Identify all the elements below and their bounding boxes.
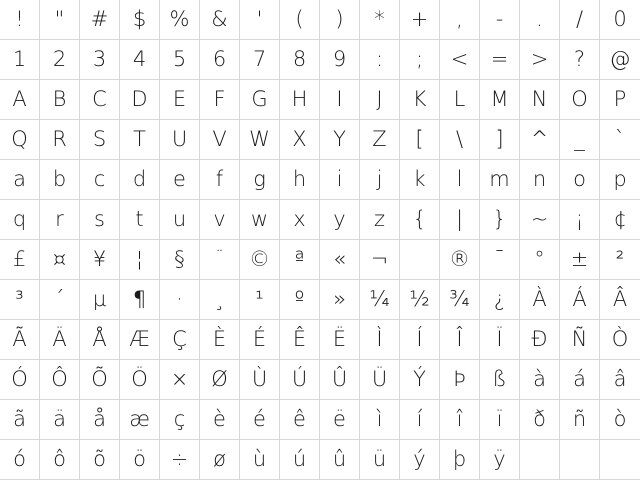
glyph-cell[interactable]: ¤ — [40, 240, 80, 280]
glyph-cell[interactable]: o — [560, 160, 600, 200]
glyph-cell[interactable]: x — [280, 200, 320, 240]
glyph-cell[interactable]: s — [80, 200, 120, 240]
glyph-cell[interactable]: f — [200, 160, 240, 200]
glyph-cell[interactable]: | — [440, 200, 480, 240]
glyph-cell[interactable]: è — [200, 400, 240, 440]
glyph-cell[interactable]: . — [520, 0, 560, 40]
glyph-cell[interactable]: ¸ — [200, 280, 240, 320]
glyph-cell[interactable]: ¡ — [560, 200, 600, 240]
glyph-cell[interactable]: ñ — [560, 400, 600, 440]
glyph-cell[interactable]: M — [480, 80, 520, 120]
glyph-cell[interactable]: ? — [560, 40, 600, 80]
glyph-cell[interactable]: H — [280, 80, 320, 120]
glyph-cell[interactable]: q — [0, 200, 40, 240]
glyph-cell[interactable]: l — [440, 160, 480, 200]
glyph-cell[interactable]: Ç — [160, 320, 200, 360]
glyph-cell[interactable]: » — [320, 280, 360, 320]
glyph-cell[interactable]: Ë — [320, 320, 360, 360]
glyph-cell[interactable]: ® — [440, 240, 480, 280]
glyph-cell[interactable]: ÿ — [480, 440, 520, 480]
glyph-cell[interactable]: é — [240, 400, 280, 440]
glyph-cell-empty — [560, 440, 600, 480]
glyph-cell[interactable]: 9 — [320, 40, 360, 80]
glyph-cell[interactable]: ð — [520, 400, 560, 440]
glyph-cell[interactable]: Ö — [120, 360, 160, 400]
glyph-cell[interactable]: y — [320, 200, 360, 240]
glyph-cell[interactable]: C — [80, 80, 120, 120]
glyph-cell[interactable]: Õ — [80, 360, 120, 400]
glyph-cell[interactable]: ì — [360, 400, 400, 440]
glyph-cell[interactable]: * — [360, 0, 400, 40]
glyph-cell[interactable]: ¦ — [120, 240, 160, 280]
glyph-cell[interactable]: ø — [200, 440, 240, 480]
glyph-cell[interactable]: ë — [320, 400, 360, 440]
glyph-cell-empty — [520, 440, 560, 480]
glyph-cell[interactable]: Ì — [360, 320, 400, 360]
glyph-cell[interactable]: 5 — [160, 40, 200, 80]
glyph-cell[interactable]: P — [600, 80, 640, 120]
glyph-cell[interactable]: [ — [400, 120, 440, 160]
glyph-cell[interactable]: ¨ — [200, 240, 240, 280]
glyph-cell[interactable]: > — [520, 40, 560, 80]
glyph-cell[interactable]: p — [600, 160, 640, 200]
glyph-cell[interactable]: Ò — [600, 320, 640, 360]
glyph-cell[interactable]: 4 — [120, 40, 160, 80]
glyph-cell[interactable]: à — [520, 360, 560, 400]
glyph-cell[interactable]: ô — [40, 440, 80, 480]
glyph-cell[interactable]: S — [80, 120, 120, 160]
glyph-cell[interactable]: ù — [240, 440, 280, 480]
glyph-cell[interactable]: t — [120, 200, 160, 240]
glyph-cell[interactable]: Ø — [200, 360, 240, 400]
glyph-cell[interactable]: d — [120, 160, 160, 200]
glyph-cell[interactable]: T — [120, 120, 160, 160]
glyph-cell[interactable]: ¿ — [480, 280, 520, 320]
glyph-cell[interactable]: ê — [280, 400, 320, 440]
glyph-cell[interactable]: u — [160, 200, 200, 240]
glyph-cell[interactable]: b — [40, 160, 80, 200]
glyph-cell[interactable]: ° — [520, 240, 560, 280]
glyph-cell[interactable]: % — [160, 0, 200, 40]
glyph-cell[interactable]: ^ — [520, 120, 560, 160]
glyph-cell[interactable]: ½ — [400, 280, 440, 320]
glyph-cell[interactable]: ( — [280, 0, 320, 40]
glyph-cell[interactable]: º — [280, 280, 320, 320]
glyph-cell[interactable]: z — [360, 200, 400, 240]
glyph-cell[interactable]: < — [440, 40, 480, 80]
glyph-cell[interactable]: ` — [600, 120, 640, 160]
glyph-cell[interactable]: } — [480, 200, 520, 240]
glyph-cell[interactable]: ã — [0, 400, 40, 440]
glyph-cell[interactable]: : — [360, 40, 400, 80]
glyph-cell[interactable]: § — [160, 240, 200, 280]
glyph-cell[interactable]: A — [0, 80, 40, 120]
glyph-cell[interactable]: Ý — [400, 360, 440, 400]
glyph-cell[interactable]: ! — [0, 0, 40, 40]
glyph-cell[interactable]: ú — [280, 440, 320, 480]
glyph-cell[interactable]: r — [40, 200, 80, 240]
glyph-cell[interactable]: _ — [560, 120, 600, 160]
glyph-cell[interactable]: & — [200, 0, 240, 40]
glyph-cell[interactable]: ó — [0, 440, 40, 480]
glyph-cell[interactable]: ä — [40, 400, 80, 440]
glyph-cell[interactable]: Ñ — [560, 320, 600, 360]
glyph-cell[interactable]: × — [160, 360, 200, 400]
glyph-cell[interactable]: ; — [400, 40, 440, 80]
glyph-cell[interactable]: Â — [600, 280, 640, 320]
glyph-cell[interactable]: Ï — [480, 320, 520, 360]
glyph-cell[interactable]: W — [240, 120, 280, 160]
glyph-cell[interactable]: æ — [120, 400, 160, 440]
glyph-cell[interactable]: E — [160, 80, 200, 120]
glyph-cell[interactable]: Ü — [360, 360, 400, 400]
glyph-cell[interactable]: Æ — [120, 320, 160, 360]
glyph-cell[interactable]: ] — [480, 120, 520, 160]
glyph-cell[interactable]: ÷ — [160, 440, 200, 480]
glyph-cell[interactable]: Ä — [40, 320, 80, 360]
glyph-cell[interactable]: ² — [600, 240, 640, 280]
glyph-cell[interactable]: Å — [80, 320, 120, 360]
glyph-cell[interactable]: î — [440, 400, 480, 440]
glyph-cell[interactable]: ¶ — [120, 280, 160, 320]
glyph-cell[interactable]: j — [360, 160, 400, 200]
glyph-cell[interactable]: ' — [240, 0, 280, 40]
glyph-cell[interactable]: I — [320, 80, 360, 120]
glyph-cell[interactable]: Á — [560, 280, 600, 320]
glyph-cell[interactable]: © — [240, 240, 280, 280]
glyph-cell[interactable]: ± — [560, 240, 600, 280]
glyph-cell[interactable]: @ — [600, 40, 640, 80]
glyph-cell[interactable]: Í — [400, 320, 440, 360]
glyph-cell[interactable]: ¾ — [440, 280, 480, 320]
glyph-cell[interactable]: ª — [280, 240, 320, 280]
glyph-cell[interactable]: O — [560, 80, 600, 120]
glyph-cell[interactable]: " — [40, 0, 80, 40]
glyph-cell[interactable]: V — [200, 120, 240, 160]
glyph-cell[interactable]: g — [240, 160, 280, 200]
glyph-cell[interactable]: k — [400, 160, 440, 200]
glyph-cell[interactable]: ç — [160, 400, 200, 440]
glyph-cell[interactable]: ï — [480, 400, 520, 440]
glyph-cell[interactable]: Z — [360, 120, 400, 160]
glyph-cell[interactable]: « — [320, 240, 360, 280]
glyph-cell[interactable]: ) — [320, 0, 360, 40]
glyph-cell[interactable]: Y — [320, 120, 360, 160]
glyph-cell[interactable]: Þ — [440, 360, 480, 400]
glyph-cell[interactable]: û — [320, 440, 360, 480]
glyph-cell[interactable]: ¯ — [480, 240, 520, 280]
glyph-cell[interactable]: ü — [360, 440, 400, 480]
glyph-cell[interactable]: c — [80, 160, 120, 200]
glyph-cell[interactable]: Ú — [280, 360, 320, 400]
glyph-cell[interactable]: á — [560, 360, 600, 400]
glyph-cell[interactable]: Ê — [280, 320, 320, 360]
glyph-cell[interactable]: 6 — [200, 40, 240, 80]
glyph-cell[interactable]: N — [520, 80, 560, 120]
glyph-cell[interactable]: $ — [120, 0, 160, 40]
glyph-cell[interactable]: w — [240, 200, 280, 240]
glyph-cell[interactable]: i — [320, 160, 360, 200]
glyph-cell[interactable]: K — [400, 80, 440, 120]
glyph-cell[interactable]: ö — [120, 440, 160, 480]
glyph-cell[interactable]: X — [280, 120, 320, 160]
glyph-cell-empty — [600, 440, 640, 480]
glyph-cell[interactable]: G — [240, 80, 280, 120]
glyph-cell[interactable]: ò — [600, 400, 640, 440]
glyph-cell[interactable]: J — [360, 80, 400, 120]
glyph-cell[interactable]: É — [240, 320, 280, 360]
glyph-cell[interactable]: ¹ — [240, 280, 280, 320]
glyph-cell[interactable]: Ð — [520, 320, 560, 360]
glyph-cell[interactable]: 7 — [240, 40, 280, 80]
glyph-cell[interactable]: L — [440, 80, 480, 120]
glyph-cell[interactable]: a — [0, 160, 40, 200]
glyph-cell[interactable]: / — [560, 0, 600, 40]
glyph-cell[interactable]: + — [400, 0, 440, 40]
glyph-cell[interactable]: þ — [440, 440, 480, 480]
glyph-cell[interactable]: \ — [440, 120, 480, 160]
glyph-cell[interactable]: e — [160, 160, 200, 200]
glyph-cell[interactable]: 2 — [40, 40, 80, 80]
glyph-cell[interactable]: 3 — [80, 40, 120, 80]
glyph-cell[interactable]: ~ — [520, 200, 560, 240]
glyph-cell[interactable]: , — [440, 0, 480, 40]
glyph-cell[interactable]: å — [80, 400, 120, 440]
glyph-cell[interactable]: Û — [320, 360, 360, 400]
glyph-cell[interactable]: · — [160, 280, 200, 320]
glyph-cell[interactable]: { — [400, 200, 440, 240]
glyph-cell[interactable]: £ — [0, 240, 40, 280]
glyph-cell[interactable]: D — [120, 80, 160, 120]
glyph-cell[interactable]: â — [600, 360, 640, 400]
glyph-cell[interactable]: n — [520, 160, 560, 200]
glyph-cell[interactable]: µ — [80, 280, 120, 320]
glyph-cell[interactable]: È — [200, 320, 240, 360]
glyph-cell[interactable]: ß — [480, 360, 520, 400]
glyph-cell[interactable]: h — [280, 160, 320, 200]
glyph-cell[interactable]: U — [160, 120, 200, 160]
glyph-cell[interactable]: ³ — [0, 280, 40, 320]
glyph-cell[interactable]: Ô — [40, 360, 80, 400]
glyph-cell[interactable]: m — [480, 160, 520, 200]
glyph-cell[interactable]: Ã — [0, 320, 40, 360]
glyph-cell[interactable]: ¼ — [360, 280, 400, 320]
glyph-cell[interactable]: õ — [80, 440, 120, 480]
glyph-cell[interactable]: B — [40, 80, 80, 120]
glyph-cell[interactable]: # — [80, 0, 120, 40]
glyph-cell[interactable]: ¢ — [600, 200, 640, 240]
glyph-cell[interactable]: 0 — [600, 0, 640, 40]
glyph-cell[interactable] — [400, 240, 440, 280]
glyph-cell[interactable]: - — [480, 0, 520, 40]
glyph-cell[interactable]: Ó — [0, 360, 40, 400]
glyph-cell[interactable]: ¥ — [80, 240, 120, 280]
glyph-cell[interactable]: Ù — [240, 360, 280, 400]
glyph-cell[interactable]: À — [520, 280, 560, 320]
glyph-cell[interactable]: í — [400, 400, 440, 440]
glyph-cell[interactable]: R — [40, 120, 80, 160]
glyph-cell[interactable]: F — [200, 80, 240, 120]
glyph-cell[interactable]: = — [480, 40, 520, 80]
glyph-cell[interactable]: Î — [440, 320, 480, 360]
glyph-cell[interactable]: ¬ — [360, 240, 400, 280]
glyph-cell[interactable]: v — [200, 200, 240, 240]
glyph-cell[interactable]: ý — [400, 440, 440, 480]
glyph-cell[interactable]: ´ — [40, 280, 80, 320]
glyph-cell[interactable]: Q — [0, 120, 40, 160]
glyph-cell[interactable]: 1 — [0, 40, 40, 80]
glyph-cell[interactable]: 8 — [280, 40, 320, 80]
